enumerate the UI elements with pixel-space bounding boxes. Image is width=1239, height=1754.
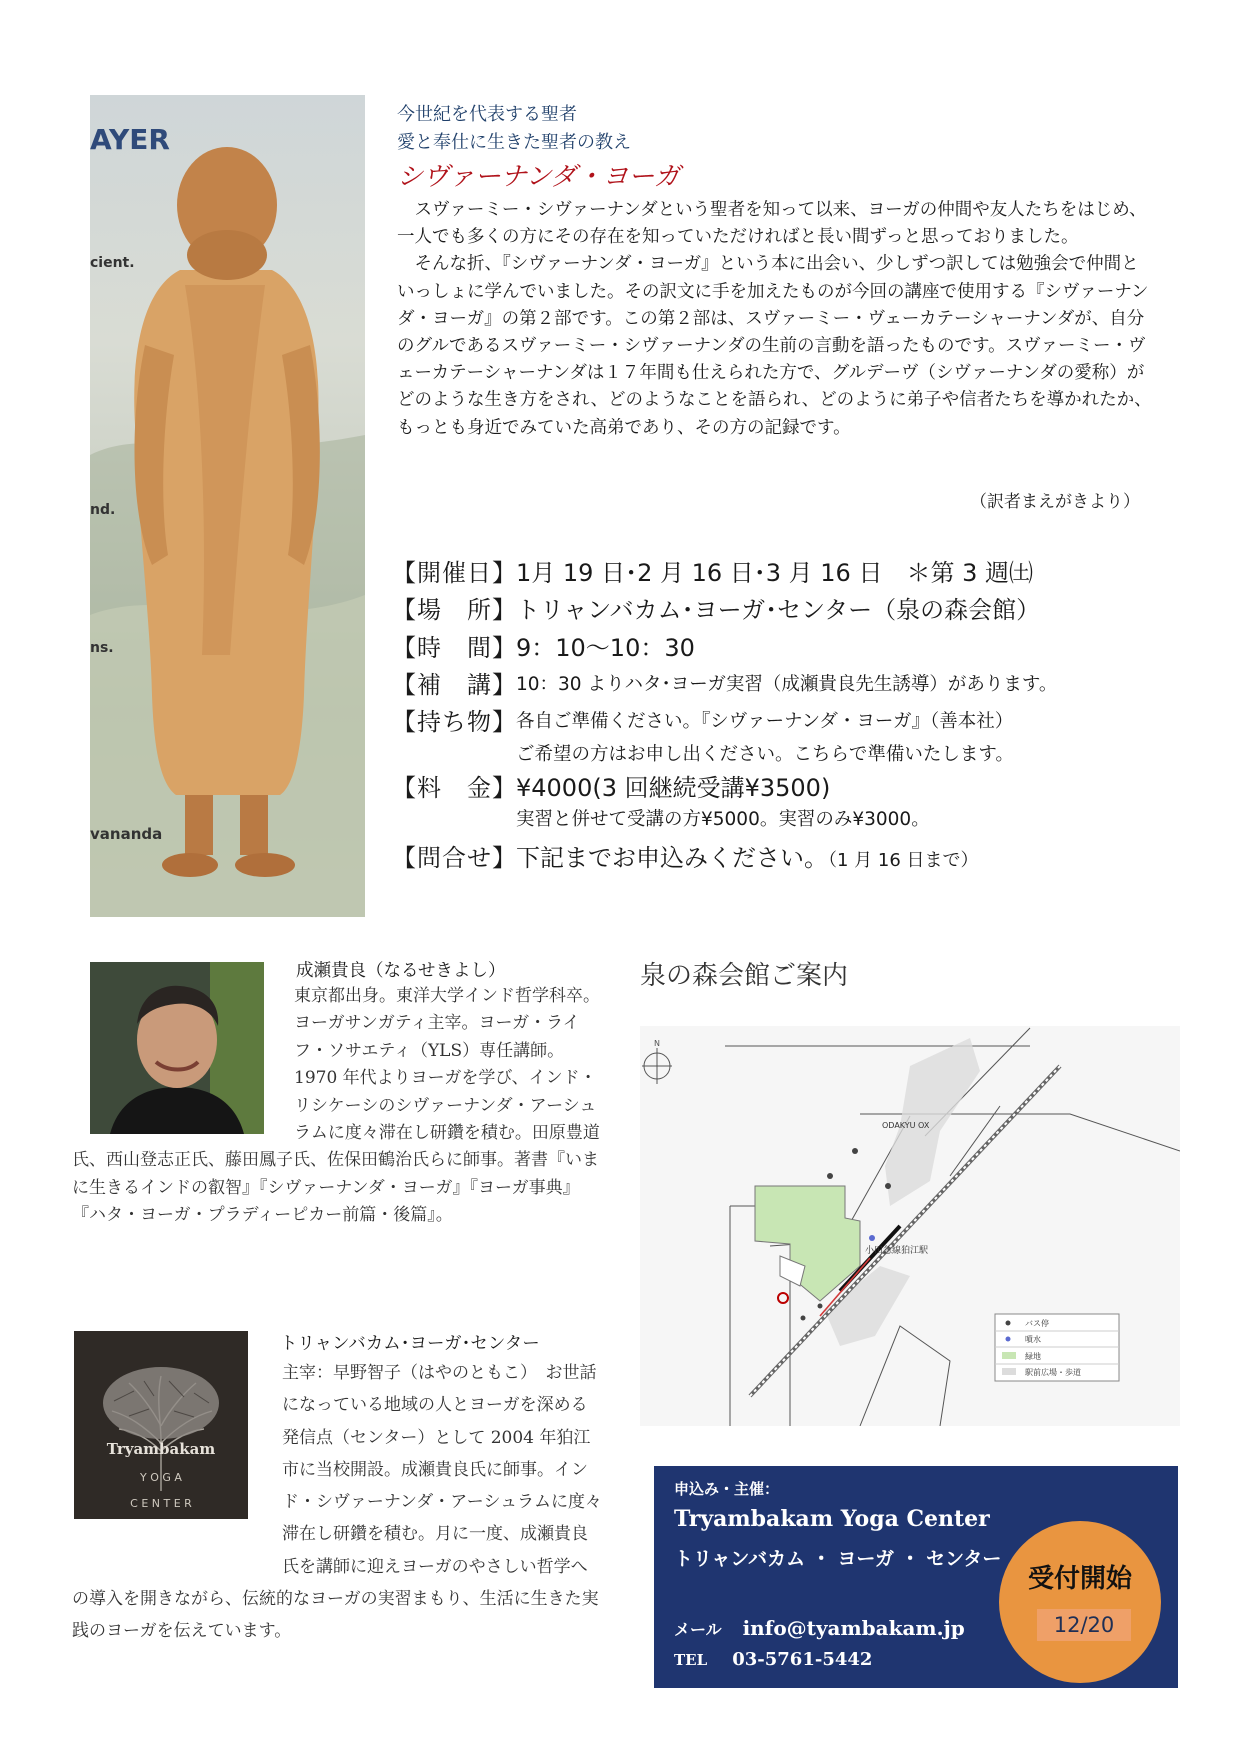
- page-title: シヴァーナンダ・ヨーガ: [397, 162, 680, 192]
- svg-text:バス停: バス停: [1025, 1319, 1049, 1328]
- background-text: nd.: [90, 502, 116, 518]
- center-name: トリャンバカム･ヨーガ･センター: [280, 1334, 540, 1354]
- tagline: 愛と奉仕に生きた聖者の教え: [397, 132, 631, 153]
- background-text: AYER: [90, 123, 170, 156]
- badge-date: 12/20: [1037, 1609, 1131, 1641]
- mail-row: [674, 1616, 965, 1640]
- contact-deadline: （1 月 16 日まで）: [828, 850, 979, 871]
- tagline: 今世紀を代表する聖者: [397, 104, 577, 125]
- center-bio: 主宰：早野智子（はやのともこ） お世話になっている地域の人とヨーガを深める発信点（センター）として 2004 年狛江市に当校開設。成瀬貴良氏に師事。インド・シヴァーナンダ・アーシュラムに度々滞在し研鑽を積む。月に一度、成瀬貴良氏を講師に迎えヨーガのやさしい哲学への導入を開きながら、伝統的なヨーガの実習まもり、生活に生きた実践のヨーガを伝えています。: [72, 1363, 602, 1642]
- tel-number[interactable]: 03-5761-5442: [732, 1649, 873, 1670]
- logo-text: C E N T E R: [130, 1497, 192, 1510]
- intro-paragraph: スヴァーミー・シヴァーナンダという聖者を知って以来、ヨーガの仲間や友人たちをはじめ、一人でも多くの方にその存在を知っていただければと長い間ずっと思っておりました。: [397, 200, 1147, 248]
- info-value: 9：10～10：30: [516, 634, 695, 662]
- intro-text: [397, 197, 1152, 442]
- info-value: 各自ご準備ください。『シヴァーナンダ・ヨーガ』（善本社）: [516, 711, 1014, 732]
- teacher-name: 成瀬貴良（なるせきよし）: [296, 961, 506, 981]
- teacher-bio: 東京都出身。東洋大学インド哲学科卒。ヨーガサンガティ主宰。ヨーガ・ライフ・ソサエティ（YLS）専任講師。1970 年代よりヨーガを学び、インド・リシケーシのシヴァーナンダ・アーシュラムに度々滞在し研鑽を積む。田原豊道氏、西山登志正氏、藤田鳳子氏、佐保田鶴治氏らに師事。著書『いまに生きるインドの叡智』『シヴァーナンダ・ヨーガ』『ヨーガ事典』『ハタ・ヨーガ・プラディーピカー前篇・後篇』。: [72, 986, 600, 1226]
- svg-text:緑地: 緑地: [1025, 1352, 1041, 1361]
- info-label: 【開催日】: [392, 559, 517, 587]
- info-label: 【補 講】: [392, 671, 517, 699]
- info-value: 10：30 よりハタ･ヨーガ実習（成瀬貴良先生誘導）があります。: [516, 674, 1058, 695]
- reception-badge: [999, 1521, 1161, 1683]
- info-value: [516, 838, 979, 873]
- info-label: 【持ち物】: [392, 708, 517, 736]
- info-subvalue: ご希望の方はお申し出ください。こちらで準備いたします。: [516, 744, 1014, 765]
- map-title: 泉の森会館ご案内: [640, 961, 849, 991]
- svg-text:N: N: [654, 1039, 660, 1048]
- contact-heading: 申込み・主催：: [674, 1480, 780, 1498]
- info-subvalue: 実習と併せて受講の方¥5000。実習のみ¥3000。: [516, 809, 930, 830]
- saint-portrait: [90, 95, 365, 917]
- info-label: 【料 金】: [392, 774, 517, 802]
- badge-title: 受付開始: [1027, 1564, 1132, 1594]
- background-text: cient.: [90, 255, 135, 271]
- tel-label: TEL: [674, 1651, 708, 1669]
- access-map: [640, 1026, 1180, 1426]
- svg-text:噴水: 噴水: [1025, 1335, 1041, 1344]
- background-text: ns.: [90, 640, 114, 656]
- teacher-bio-block: [72, 983, 604, 1230]
- svg-text:駅前広場・歩道: 駅前広場・歩道: [1025, 1368, 1081, 1377]
- intro-paragraph: そんな折、『シヴァーナンダ・ヨーガ』という本に出会い、少しずつ訳しては勉強会で仲間といっしょに学んでいました。その訳文に手を加えたものが今回の講座で使用する『シヴァーナンダ・ヨーガ』の第２部です。この第２部は、スヴァーミー・ヴェーカテーシャーナンダが、自分のグルであるスヴァーミー・シヴァーナンダの生前の言動を語ったものです。スヴァーミー・ヴェーカテーシャーナンダは１７年間も仕えられた方で、グルデーヴ（シヴァーナンダの愛称）がどのような生き方をされ、どのようなことを語られ、どのように弟子や信者たちを導かれたか、もっとも身近でみていた高弟であり、その方の記録です。: [397, 254, 1152, 438]
- background-text: vananda: [90, 825, 163, 843]
- spacer: [72, 983, 294, 1143]
- map-label: ODAKYU OX: [882, 1121, 930, 1130]
- contact-instruction: 下記までお申込みください。: [516, 844, 828, 872]
- info-label: 【時 間】: [392, 634, 517, 662]
- info-value: トリャンバカム･ヨーガ･センター（泉の森会館）: [516, 596, 1041, 624]
- mail-label: メール: [674, 1620, 722, 1639]
- logo-text: Tryambakam: [106, 1440, 216, 1458]
- org-name-ja: トリャンバカム ・ ヨーガ ・ センター: [674, 1548, 1002, 1570]
- map-label: 小田急線狛江駅: [865, 1246, 929, 1256]
- info-label: 【問合せ】: [392, 844, 517, 872]
- tel-row: [674, 1649, 872, 1670]
- info-label: 【場 所】: [392, 596, 517, 624]
- info-value: ¥4000(3 回継続受講¥3500): [516, 774, 831, 802]
- spacer: [72, 1357, 282, 1551]
- center-bio-block: [72, 1357, 604, 1648]
- contact-box: [654, 1466, 1178, 1688]
- map-legend: [995, 1314, 1119, 1381]
- intro-signature: （訳者まえがきより）: [970, 492, 1140, 512]
- mail-address[interactable]: info@tyambakam.jp: [742, 1616, 965, 1640]
- logo-text: Y O G A: [140, 1471, 182, 1484]
- info-value: 1月 19 日･2 月 16 日･3 月 16 日 ＊第 3 週㈯: [516, 559, 1033, 587]
- org-name-en: Tryambakam Yoga Center: [674, 1506, 990, 1532]
